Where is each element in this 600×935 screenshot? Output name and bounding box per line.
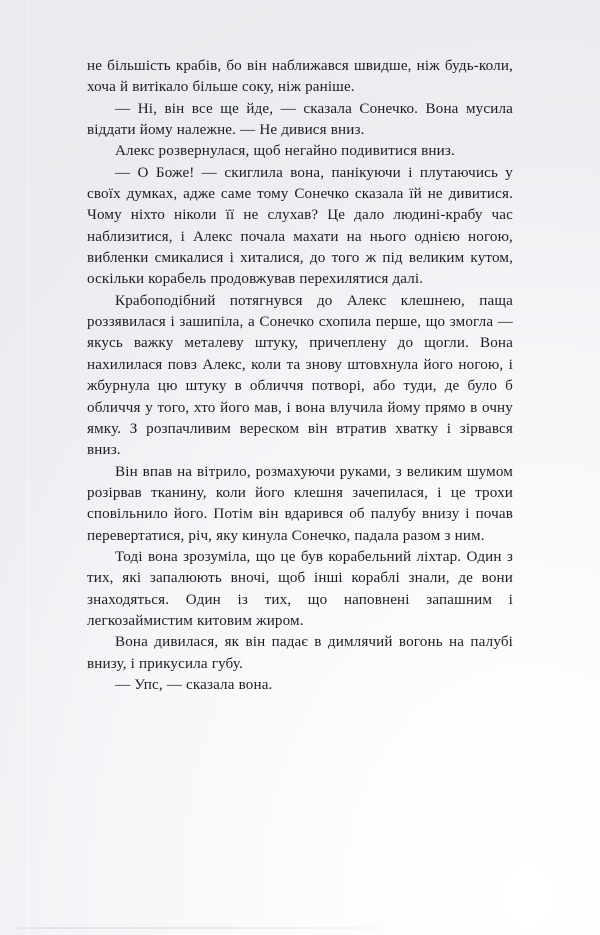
scan-seam-bottom-decoration — [0, 927, 600, 929]
paragraph: Крабоподібний потягнувся до Алекс клешнею, паща роззявилася і зашипіла, а Сонечко схопила перше, що змогла — якусь важку металеву штуку, причеплену до щогли. Вона нахилилася повз Алекс, коли та знову штовхнула його ногою, і жбурнула цю штуку в обличчя потворі, або туди, де було б обличчя у того, хто його мав, і вона влучила йому прямо в очну ямку. З розпачливим вереском він втратив хватку і зірвався вниз. — [87, 292, 513, 459]
paragraph: — Ні, він все ще йде, — сказала Сонечко. Вона мусила віддати йому належне. — Не дивися вниз. — [87, 100, 513, 139]
scan-seam-left-decoration — [27, 0, 29, 935]
paragraph: Алекс розвернулася, щоб негайно подивитися вниз. — [115, 143, 455, 160]
paragraph: Він впав на вітрило, розмахуючи руками, з великим шумом розірвав тканину, коли його клешня зачепилася, і це трохи сповільнило його. Потім він вдарився об палубу внизу і почав перевертатися, річ, яку кинула Сонечко, падала разом з ним. — [87, 463, 513, 544]
page-text-block — [87, 56, 513, 696]
paragraph: не більшість крабів, бо він наближався швидше, ніж будь-коли, хоча й витікало більше соку, ніж раніше. — [87, 58, 513, 96]
paragraph: Вона дивилася, як він падає в димлячий вогонь на палубі внизу, і прикусила губу. — [87, 634, 513, 672]
paragraph: — Упс, — сказала вона. — [115, 676, 273, 693]
paragraph: Тоді вона зрозуміла, що це був корабельний ліхтар. Один з тих, які запалюють вночі, щоб інші кораблі знали, де вони знаходяться. Один із тих, що наповнені запашним і легкозаймистим китовим жиром. — [87, 548, 513, 629]
paragraph: — О Боже! — скиглила вона, панікуючи і плутаючись у своїх думках, адже саме тому Сонечко сказала їй не дивитися. Чому ніхто ніколи її не слухав? Це дало людині-крабу час наблизитися, і Алекс почала махати на нього однією ногою, вибленки смикалися і хиталися, до того ж під великим кутом, оскільки корабель продовжував перехилятися далі. — [87, 164, 513, 288]
